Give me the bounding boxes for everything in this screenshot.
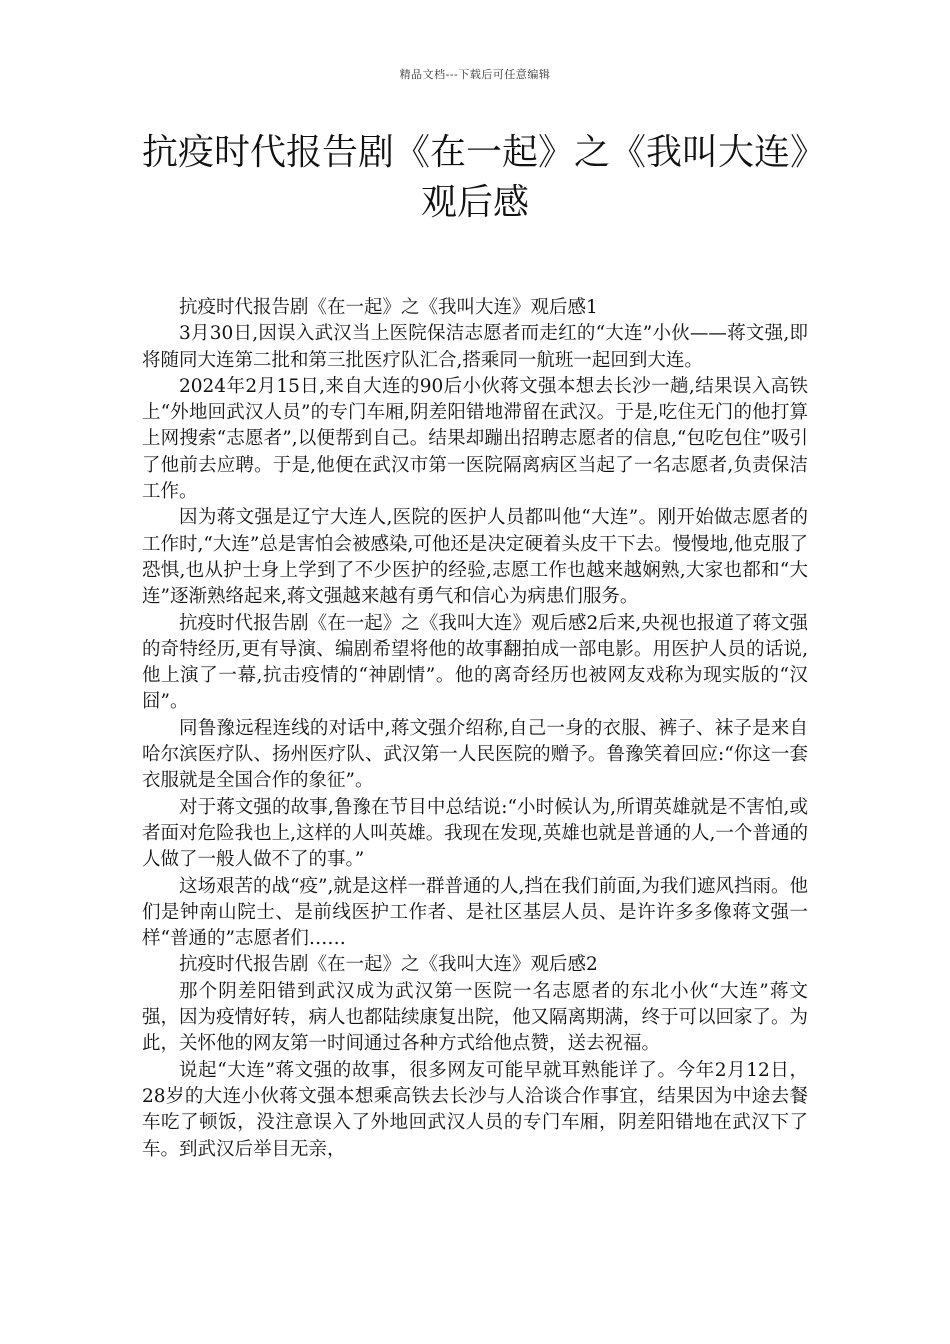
paragraph: 3月30日,因误入武汉当上医院保洁志愿者而走红的“大连”小伙——蒋文强,即将随同大连第二批和第三批医疗队汇合,搭乘同一航班一起回到大连。 [142, 323, 808, 371]
paragraph: 抗疫时代报告剧《在一起》之《我叫大连》观后感2 [179, 954, 598, 976]
paragraph: 同鲁豫远程连线的对话中,蒋文强介绍称,自己一身的衣服、裤子、袜子是来自哈尔滨医疗队、扬州医疗队、武汉第一人民医院的赠予。鲁豫笑着回应:“你这一套衣服就是全国合作的象征”。 [142, 717, 808, 792]
paragraph: 这场艰苦的战“疫”,就是这样一群普通的人,挡在我们前面,为我们遮风挡雨。他们是钟南山院士、是前线医护工作者、是社区基层人员、是许许多多像蒋文强一样“普通的”志愿者们…… [142, 875, 808, 950]
header-note: 精品文档---下载后可任意编辑 [399, 68, 551, 81]
document-body [142, 295, 808, 1163]
paragraph: 2024年2月15日,来自大连的90后小伙蒋文强本想去长沙一趟,结果误入高铁上“外地回武汉人员”的专门车厢,阴差阳错地滞留在武汉。于是,吃住无门的他打算上网搜索“志愿者”,以便帮到自己。结果却蹦出招聘志愿者的信息,“包吃包住”吸引了他前去应聘。于是,他便在武汉市第一医院隔离病区当起了一名志愿者,负责保洁工作。 [142, 375, 808, 503]
paragraph: 抗疫时代报告剧《在一起》之《我叫大连》观后感2后来,央视也报道了蒋文强的奇特经历,更有导演、编剧希望将他的故事翻拍成一部电影。用医护人员的话说,他上演了一幕,抗击疫情的“神剧情”。他的离奇经历也被网友戏称为现实版的“汉囧”。 [142, 612, 808, 713]
paragraph: 抗疫时代报告剧《在一起》之《我叫大连》观后感1 [179, 297, 598, 318]
paragraph: 对于蒋文强的故事,鲁豫在节目中总结说:“小时候认为,所谓英雄就是不害怕,或者面对危险我也上,这样的人叫英雄。我现在发现,英雄也就是普通的人,一个普通的人做了一般人做不了的事。” [142, 796, 808, 871]
paragraph: 说起“大连”蒋文强的故事，很多网友可能早就耳熟能详了。今年2月12日，28岁的大连小伙蒋文强本想乘高铁去长沙与人洽谈合作事宜，结果因为中途去餐车吃了顿饭，没注意误入了外地回武汉人员的专门车厢，阴差阳错地在武汉下了车。到武汉后举目无亲， [142, 1059, 808, 1160]
paragraph: 那个阴差阳错到武汉成为武汉第一医院一名志愿者的东北小伙“大连”蒋文强，因为疫情好转，病人也都陆续康复出院，他又隔离期满，终于可以回家了。为此，关怀他的网友第一时间通过各种方式给他点赞，送去祝福。 [142, 980, 809, 1055]
document-title: 抗疫时代报告剧《在一起》之《我叫大连》观后感 [141, 132, 808, 223]
paragraph: 因为蒋文强是辽宁大连人,医院的医护人员都叫他“大连”。刚开始做志愿者的工作时,“大连”总是害怕会被感染,可他还是决定硬着头皮干下去。慢慢地,他克服了恐惧,也从护士身上学到了不少医护的经验,志愿工作也越来越娴熟,大家也都和“大连”逐渐熟络起来,蒋文强越来越有勇气和信心为病患们服务。 [142, 507, 808, 608]
